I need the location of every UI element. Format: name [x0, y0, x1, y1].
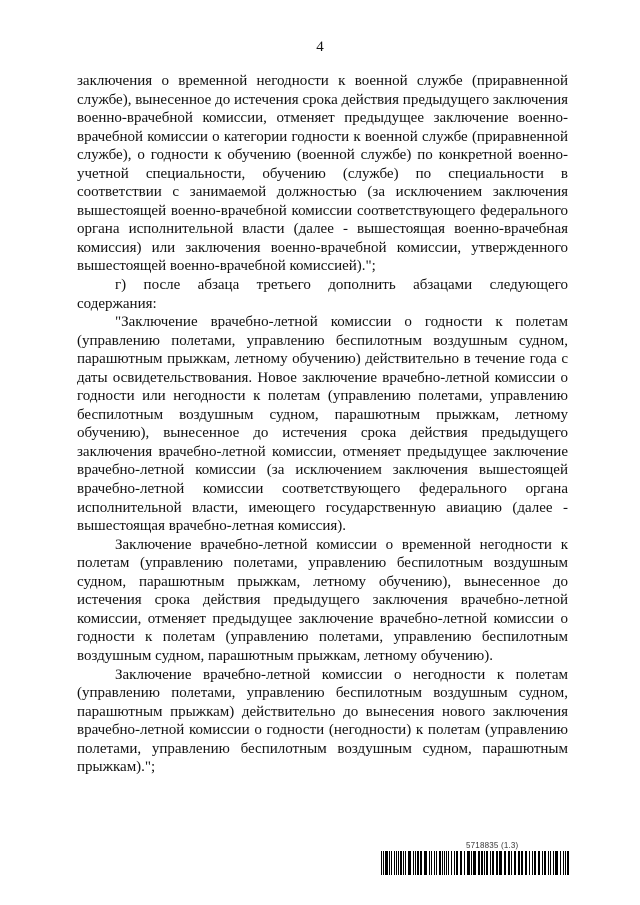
paragraph-2: г) после абзаца третьего дополнить абзацами следующего содержания: — [77, 277, 568, 312]
paragraph-1: заключения о временной негодности к военной службе (приравненной службе), вынесенное до истечения срока действия предыдущего заключения военно-врачебной комиссии, отменяет предыдущее заключение военно-врачебной комиссии о категории годности к военной службе (приравненной службе), о годности к обучению (военной службе) по конкретной военно-учетной специальности, обучению (службе) по специальности в соответствии с занимаемой должностью (за исключением заключения вышестоящей военно-врачебной комиссии соответствующего федерального органа исполнительной власти (далее - вышестоящая военно-врачебная комиссия) или заключения военно-врачебной комиссии, утвержденного вышестоящей военно-врачебной комиссией)."; — [77, 73, 569, 275]
paragraph-3: "Заключение врачебно-летной комиссии о годности к полетам (управлению полетами, управлению беспилотным воздушным судном, парашютным прыжкам, летному обучению) действительно в течение года с даты освидетельствования. Новое заключение врачебно-летной комиссии о годности или негодности к полетам (управлению полетами, управлению беспилотным воздушным судном, парашютным прыжкам, летному обучению), вынесенное до истечения срока действия предыдущего заключения врачебно-летной комиссии, отменяет предыдущее заключение врачебно-летной комиссии (за исключением заключения вышестоящей врачебно-летной комиссии соответствующего федерального органа исполнительной власти, имеющего государственную авиацию (далее - вышестоящая врачебно-летная комиссия). — [77, 314, 568, 535]
barcode-image — [381, 851, 569, 875]
paragraph-5: Заключение врачебно-летной комиссии о негодности к полетам (управлению полетами, управлению беспилотным воздушным судном, парашютным прыжкам) действительно до вынесения нового заключения врачебно-летной комиссии о годности (негодности) к полетам (управлению полетами, управлению беспилотным воздушным судном, парашютным прыжкам)."; — [77, 666, 568, 776]
document-body — [77, 72, 568, 777]
document-code: 5718835 (1.3) — [466, 841, 519, 850]
paragraph-4: Заключение врачебно-летной комиссии о временной негодности к полетам (управлению полетами, управлению беспилотным воздушным судном, парашютным прыжкам, летному обучению), вынесенное до истечения срока действия предыдущего заключения врачебно-летной комиссии, отменяет предыдущее заключение врачебно-летной комиссии о годности к полетам (управлению полетами, управлению беспилотным воздушным судном, парашютным прыжкам, летному обучению). — [77, 536, 568, 664]
page-number: 4 — [316, 39, 324, 55]
